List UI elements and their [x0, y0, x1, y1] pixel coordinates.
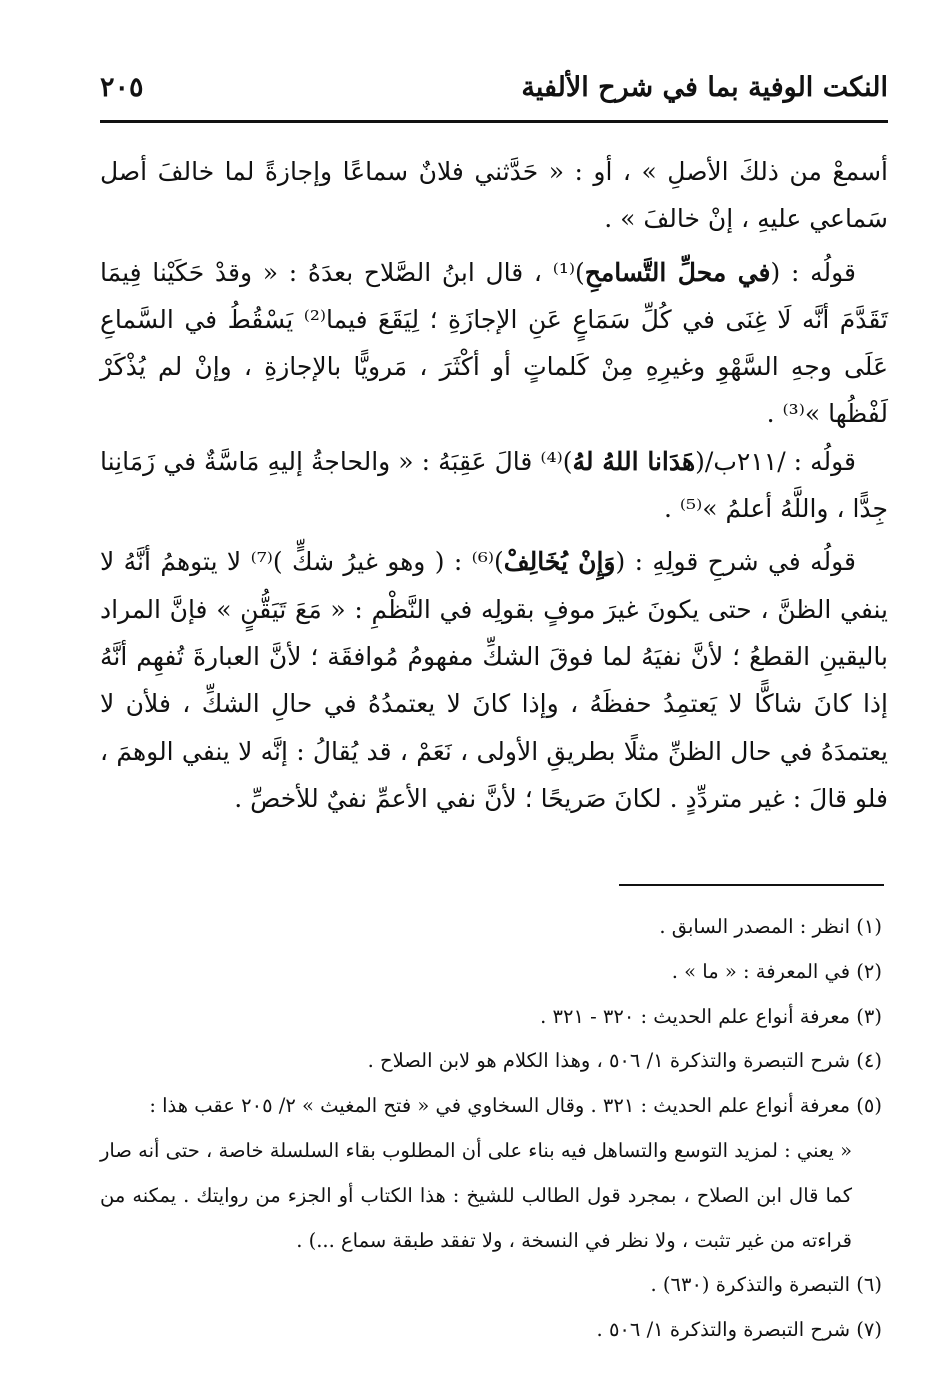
quoted-verse-1: في محلِّ التَّسامحِ: [584, 257, 771, 287]
page-number: ٢٠٥: [100, 72, 144, 103]
running-title: النكت الوفية بما في شرح الألفية: [521, 72, 888, 103]
header-rule: [100, 120, 888, 123]
page-header: [100, 62, 888, 122]
footnote-3: (٣) معرفة أنواع علم الحديث : ٣٢٠ - ٣٢١ .: [540, 1004, 882, 1028]
paragraph-4-lead: قولُه في شرحِ قولِهِ : (: [615, 547, 856, 577]
paragraph-4-rest: )⁽⁶⁾ : ( وهو غيرُ شكٍّ )⁽⁷⁾ لا يتوهمُ أنَّهُ لا ينفي الظنَّ ، حتى يكونَ غيرَ موفٍ بقولِه في النَّظْمِ : « مَعَ تَيَقُّنٍ » فإنَّ المراد باليقينِ القطعُ ؛ لأنَّ نفيَهُ لما فوقَ الشكِّ مفهومُ مُوافقَة ؛ لأنَّ العبارةَ تُفهِم أنَّهُ إذا كانَ شاكًّا لا يَعتمِدُ حفظَهُ ، وإذا كانَ لا يعتمدُهُ في حالِ الشكِّ ، فلأن لا يعتمدَهُ في حال الظنِّ مثلًا بطريقِ الأولى ، نَعَمْ ، قد يُقالُ : إنَّه لا ينفي الوهمَ ، فلو قالَ : غير متردِّدٍ . لكانَ صَريحًا ؛ لأنَّ نفي الأعمِّ نفيٌ للأخصِّ .: [100, 547, 888, 813]
footnote-2: (٢) في المعرفة : « ما » .: [671, 959, 882, 983]
footnotes: [100, 905, 882, 1353]
footnote-7: (٧) شرح التبصرة والتذكرة ١/ ٥٠٦ .: [596, 1318, 882, 1342]
footnote-5: (٥) معرفة أنواع علم الحديث : ٣٢١ . وقال السخاوي في « فتح المغيث » ٢/ ٢٠٥ عقب هذا :: [149, 1094, 882, 1118]
paragraph-2-lead: قولُه : (: [770, 257, 856, 287]
paragraph-3-lead: قولُه : /٢١١ب/(: [695, 446, 856, 476]
footnote-1: (١) انظر : المصدر السابق .: [659, 915, 882, 938]
paragraph-3-rest: )⁽⁴⁾ قالَ عَقِبَهُ : « والحاجةُ إليهِ مَاسَّةٌ في زَمَانِنا جِدًّا ، واللَّهُ أعلمُ »⁽⁵⁾ .: [100, 446, 888, 524]
main-text: [100, 148, 888, 822]
footnote-rule: [619, 884, 884, 886]
paragraph-1: أسمعْ من ذلكَ الأصلِ » ، أو : « حَدَّثني فلانٌ سماعًا وإجازةً لما خالفَ أصل سَماعي عليهِ ، إنْ خالفَ » .: [100, 157, 888, 234]
footnote-6: (٦) التبصرة والتذكرة (٦٣٠) .: [650, 1273, 882, 1297]
paragraph-2-rest: )⁽¹⁾ ، قال ابنُ الصَّلاح بعدَهُ : « وقدْ حَكَيْنا فِيمَا تَقَدَّمَ أنَّه لَا غِنَى في كُلِّ سَمَاعٍ عَنِ الإجازَةِ ؛ لِيَقَعَ فيما⁽²⁾ يَسْقُطُ في السَّماعِ عَلَى وجهِ السَّهْوِ وغيرِهِ مِنْ كَلماتٍ أو أكْثَرَ ، مَرويًّا بالإجازةِ ، وإنْ لم يُذْكَرْ لَفْظُها »⁽³⁾ .: [100, 257, 889, 429]
quoted-verse-2: هَدَانا اللهُ لهُ: [572, 446, 696, 476]
paragraph-3: [100, 438, 888, 533]
footnote-4: (٤) شرح التبصرة والتذكرة ١/ ٥٠٦ ، وهذا الكلام هو لابن الصلاح .: [367, 1049, 882, 1073]
paragraph-4: [100, 538, 888, 822]
paragraph-2: [100, 249, 888, 438]
footnote-5-quote: « يعني : لمزيد التوسع والتساهل فيه بناء على أن المطلوب بقاء السلسلة خاصة ، حتى أنه صار كما قال ابن الصلاح ، بمجرد قول الطالب للشيخ : هذا الكتاب أو الجزء من روايتك . يمكنه من قراءته من غير تثبت ، ولا نظر في النسخة ، ولا تفقد طبقة سماع ...) .: [100, 1138, 852, 1252]
quoted-verse-3: وَإِنْ يُخَالِفْ: [503, 547, 616, 577]
